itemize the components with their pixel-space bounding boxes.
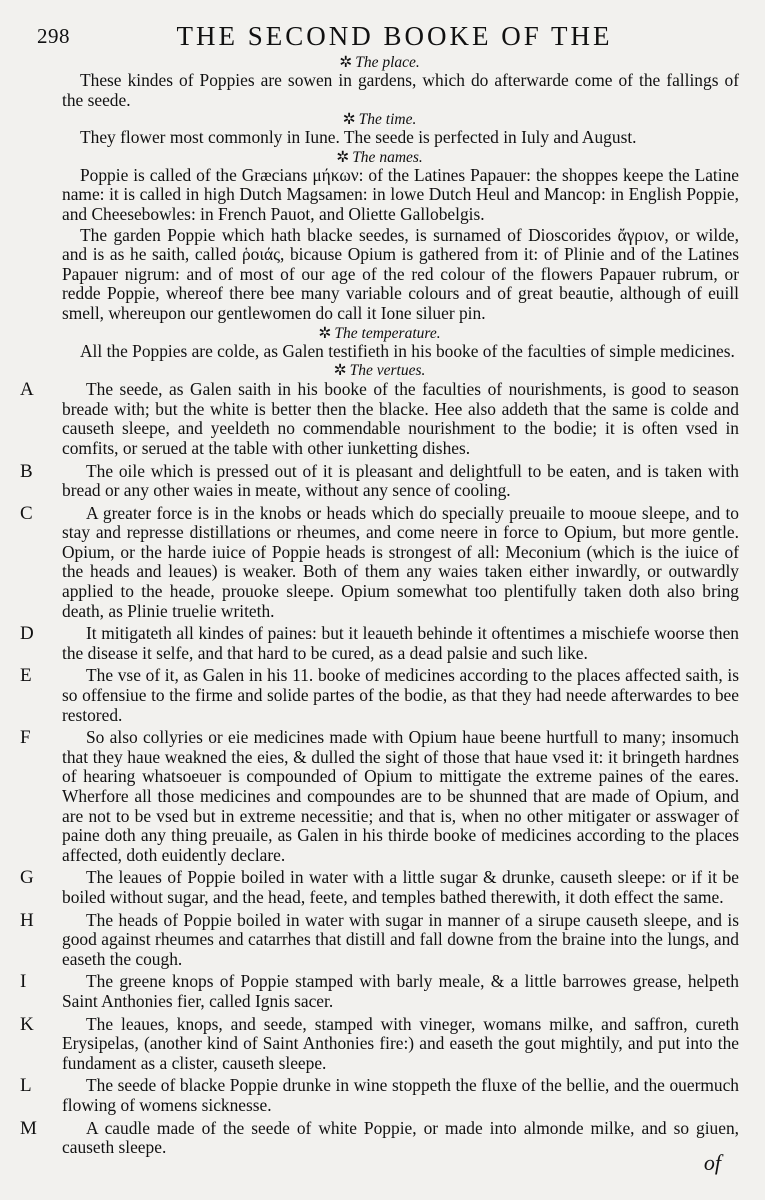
running-head: THE SECOND BOOKE OF THE	[176, 21, 613, 51]
vertue-entry-m	[20, 1119, 739, 1158]
entry-letter: M	[20, 1117, 37, 1139]
entry-text: The heads of Poppie boiled in water with sugar in manner of a sirupe causeth sleepe, and is good against rheumes and catarrhes that distill and fall downe from the braine into the lungs, and easeth the cough.	[62, 909, 739, 969]
entry-text: The leaues, knops, and seede, stamped with vineger, womans milke, and saffron, cureth Erysipelas, (another kind of Saint Anthonies fire:) and easeth the gout mightily, and put into the fundament as a clister, causeth sleepe.	[62, 1013, 739, 1073]
vertue-entry-h	[20, 911, 739, 970]
entry-text: The oile which is pressed out of it is pleasant and delightfull to be eaten, and is taken with bread or any other waies in meate, without any sence of cooling.	[62, 460, 739, 501]
entry-text: The leaues of Poppie boiled in water with a little sugar & drunke, causeth sleepe: or if it be boiled without sugar, and the head, feete, and temples bathed therewith, it doth effect the same.	[62, 867, 739, 907]
page-header	[20, 14, 739, 54]
vertue-entry-l	[20, 1076, 739, 1115]
entry-letter: C	[20, 502, 33, 524]
place-text: These kindes of Poppies are sowen in gardens, which do afterwarde come of the fallings of the seede.	[62, 70, 739, 110]
entry-letter: D	[20, 623, 34, 645]
vertue-entry-f	[20, 728, 739, 865]
entry-letter: F	[20, 727, 31, 749]
entry-text: The seede of blacke Poppie drunke in wine stoppeth the fluxe of the bellie, and the ouermuch flowing of womens sicknesse.	[62, 1075, 739, 1115]
entry-letter: G	[20, 867, 34, 889]
temperature-text: All the Poppies are colde, as Galen testifieth in his booke of the faculties of simple medicines.	[80, 340, 735, 361]
heading-place: ✲ The place.	[339, 54, 420, 71]
vertue-entry-c	[20, 504, 739, 622]
page-number: 298	[37, 24, 70, 48]
asterism-icon: ✲	[333, 362, 347, 380]
heading-temperature: ✲ The temperature.	[318, 324, 441, 342]
vertue-entry-b	[20, 462, 739, 501]
entry-letter: A	[20, 379, 34, 401]
time-text: They flower most commonly in Iune. The seede is perfected in Iuly and August.	[80, 127, 637, 148]
vertue-entry-k	[20, 1015, 739, 1074]
entry-text: The seede, as Galen saith in his booke of the faculties of nourishments, is good to season breade with; but the white is better then the blacke. Hee also addeth that the same is colde and causeth sleepe, and yeeldeth no commendable nourishment to the bodie; it is often vsed in comfits, or serued at the table with other iunketting dishes.	[62, 379, 739, 458]
vertue-entry-e	[20, 666, 739, 725]
entry-letter: L	[20, 1075, 32, 1097]
entry-text: A greater force is in the knobs or heads which do specially preuaile to mooue sleepe, and to stay and represse distillations or rheumes, and come neere in force to Opium, but more gentle. Opium, or the harde iuice of Poppie heads is strongest of all: Meconium (which is the iuice of the heads and leaues) is weaker. Both of them any waies taken either inwardly, or outwardly applied to the heade, prouoke sleepe. Opium somewhat too plentifully taken doth also bring death, as Plinie truelie writeth.	[62, 502, 739, 621]
vertue-entry-d	[20, 624, 739, 663]
entry-letter: K	[20, 1013, 34, 1035]
entry-letter: B	[20, 460, 33, 482]
entry-letter: H	[20, 909, 34, 931]
heading-time: ✲ The time.	[342, 111, 417, 129]
entry-text: So also collyries or eie medicines made with Opium haue beene hurtfull to many; insomuch that they haue weakned the eies, & dulled the sight of those that haue vsed it: it bringeth hardnes of hearing whatsoeuer is compounded of Opium to mittigate the extreme paines of the eares. Wherfore all those medicines and compoundes are to be shunned that are made of Opium, and are not to be vsed but in extreme necessitie; and that is, when no other mitigater or asswager of paine doth any thing preuaile, as Galen in his thirde booke of medicines according to the places affected, doth euidently declare.	[62, 727, 739, 865]
asterism-icon: ✲	[318, 324, 332, 342]
vertue-entry-a	[20, 380, 739, 458]
entry-letter: I	[20, 971, 27, 993]
vertue-entry-i	[20, 972, 739, 1011]
entry-text: The vse of it, as Galen in his 11. booke of medicines according to the places affected saith, is so offensiue to the firme and solide partes of the bodie, as that they had neede afterwardes to bee restored.	[62, 665, 739, 725]
heading-names: ✲ The names.	[336, 148, 423, 166]
entry-letter: E	[20, 665, 32, 687]
asterism-icon: ✲	[342, 111, 356, 129]
entry-text: It mitigateth all kindes of paines: but it leaueth behinde it oftentimes a mischiefe woorse then the disease it selfe, and that hard to be cured, as a dead palsie and such like.	[62, 623, 739, 663]
entry-text: A caudle made of the seede of white Poppie, or made into almonde milke, and so giuen, causeth sleepe.	[62, 1117, 739, 1158]
catchword: of	[703, 1150, 721, 1175]
asterism-icon: ✲	[336, 148, 350, 166]
names-text-2: The garden Poppie which hath blacke seedes, is surnamed of Dioscorides ἄγριον, or wilde, and is as he saith, called ῥοιάς, bicause Opium is gathered from it: of Plinie and of the Latines Papauer nigrum: and of most of our age of the red colour of the flowers Papauer rubrum, or redde Poppie, whereof there bee many variable colours and of great beautie, although of euill smell, whereupon our gentlewomen do call it Ione siluer pin.	[62, 224, 739, 323]
heading-vertues: ✲ The vertues.	[333, 362, 426, 380]
names-text-1: Poppie is called of the Græcians μήκων: of the Latines Papauer: the shoppes keepe the Latine name: it is called in high Dutch Magsamen: in lowe Dutch Heul and Mancop: in English Poppie, and Cheesebowles: in French Pauot, and Oliette Gallobelgis.	[62, 164, 739, 224]
vertue-entry-g	[20, 868, 739, 907]
entry-text: The greene knops of Poppie stamped with barly meale, & a little barrowes grease, helpeth Saint Anthonies fier, called Ignis sacer.	[62, 971, 739, 1011]
asterism-icon: ✲	[339, 54, 353, 71]
